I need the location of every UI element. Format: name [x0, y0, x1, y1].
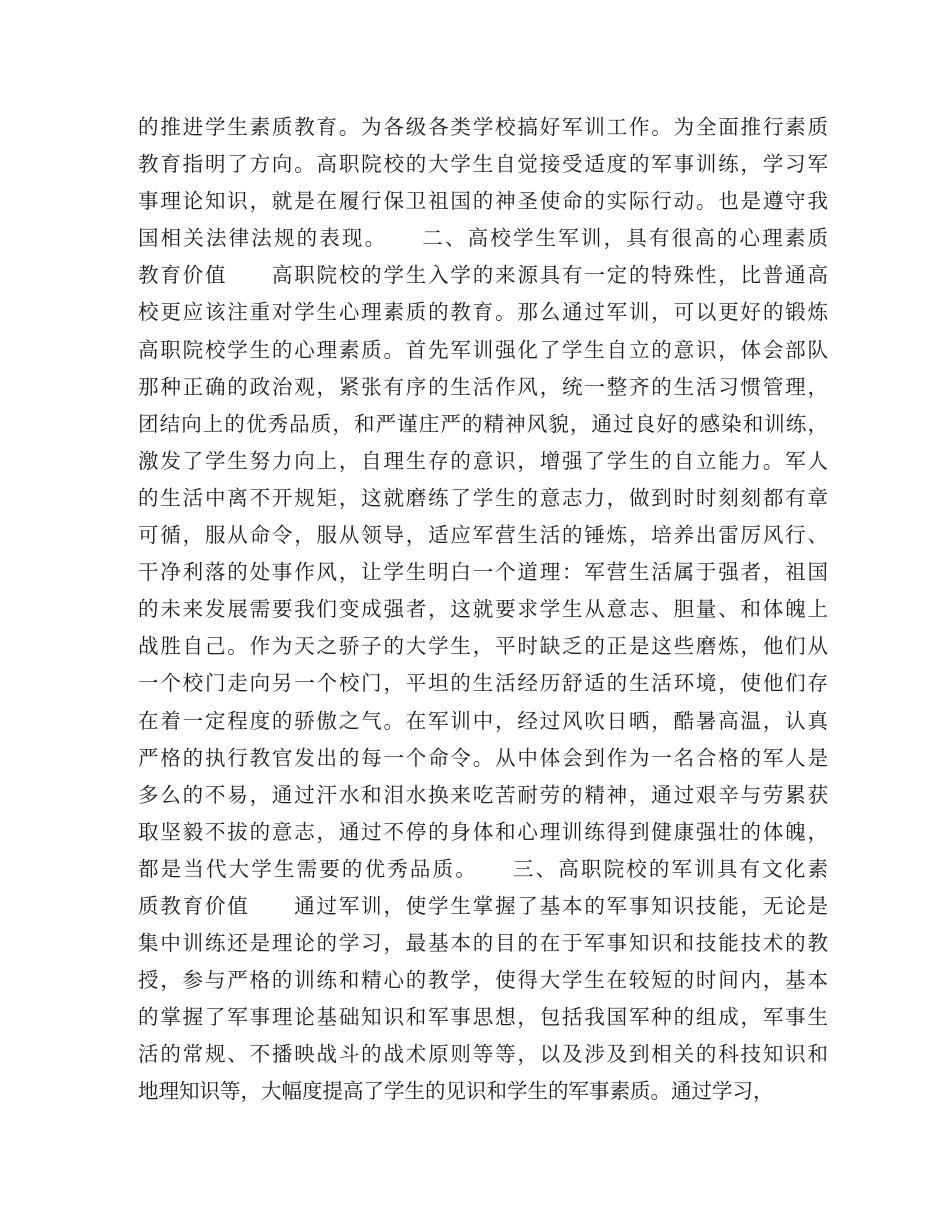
text-line: 团结向上的优秀品质，和严谨庄严的精神风貌，通过良好的感染和训练， [138, 411, 828, 436]
text-line: 在着一定程度的骄傲之气。在军训中，经过风吹日晒，酷暑高温，认真 [138, 708, 828, 733]
text-line: 严格的执行教官发出的每一个命令。从中体会到作为一名合格的军人是 [138, 745, 828, 770]
text-line: 干净利落的处事作风，让学生明白一个道理：军营生活属于强者，祖国 [138, 560, 828, 585]
text-line: 的推进学生素质教育。为各级各类学校搞好军训工作。为全面推行素质 [138, 115, 828, 139]
text-line: 集中训练还是理论的学习，最基本的目的在于军事知识和技能技术的教 [138, 931, 828, 956]
text-line: 战胜自己。作为天之骄子的大学生，平时缺乏的正是这些磨炼，他们从 [138, 634, 828, 659]
text-line: 多么的不易，通过汗水和泪水换来吃苦耐劳的精神，通过艰辛与劳累获 [138, 782, 828, 807]
text-line: 高职院校学生的心理素质。首先军训强化了学生自立的意识，体会部队 [138, 337, 828, 362]
text-line: 都是当代大学生需要的优秀品质。 三、高职院校的军训具有文化素 [138, 856, 828, 881]
text-line: 国相关法律法规的表现。 二、高校学生军训，具有很高的心理素质 [138, 226, 828, 251]
text-line: 的掌握了军事理论基础知识和军事思想，包括我国军种的组成，军事生 [138, 1005, 828, 1030]
text-line: 的未来发展需要我们变成强者，这就要求学生从意志、胆量、和体魄上 [138, 597, 828, 622]
text-line: 可循，服从命令，服从领导，适应军营生活的锤炼，培养出雷厉风行、 [138, 523, 828, 548]
text-line: 授，参与严格的训练和精心的教学，使得大学生在较短的时间内，基本 [138, 968, 828, 993]
text-line: 活的常规、不播映战斗的战术原则等等，以及涉及到相关的科技知识和 [138, 1042, 828, 1067]
text-line: 的生活中离不开规矩，这就磨练了学生的意志力，做到时时刻刻都有章 [138, 485, 828, 510]
text-line: 激发了学生努力向上，自理生存的意识，增强了学生的自立能力。军人 [138, 448, 828, 473]
text-line: 事理论知识，就是在履行保卫祖国的神圣使命的实际行动。也是遵守我 [138, 189, 828, 214]
text-line: 校更应该注重对学生心理素质的教育。那么通过军训，可以更好的锻炼 [138, 300, 828, 325]
body-text [138, 109, 828, 1111]
text-line: 地理知识等，大幅度提高了学生的见识和学生的军事素质。通过学习， [138, 1079, 774, 1104]
text-line: 教育价值 高职院校的学生入学的来源具有一定的特殊性，比普通高 [138, 263, 828, 288]
text-line: 取坚毅不拔的意志，通过不停的身体和心理训练得到健康强壮的体魄， [138, 819, 828, 844]
text-line: 教育指明了方向。高职院校的大学生自觉接受适度的军事训练，学习军 [138, 152, 828, 177]
text-line: 那种正确的政治观，紧张有序的生活作风，统一整齐的生活习惯管理， [138, 374, 828, 399]
text-line: 一个校门走向另一个校门，平坦的生活经历舒适的生活环境，使他们存 [138, 671, 828, 696]
text-line: 质教育价值 通过军训，使学生掌握了基本的军事知识技能，无论是 [138, 893, 828, 918]
